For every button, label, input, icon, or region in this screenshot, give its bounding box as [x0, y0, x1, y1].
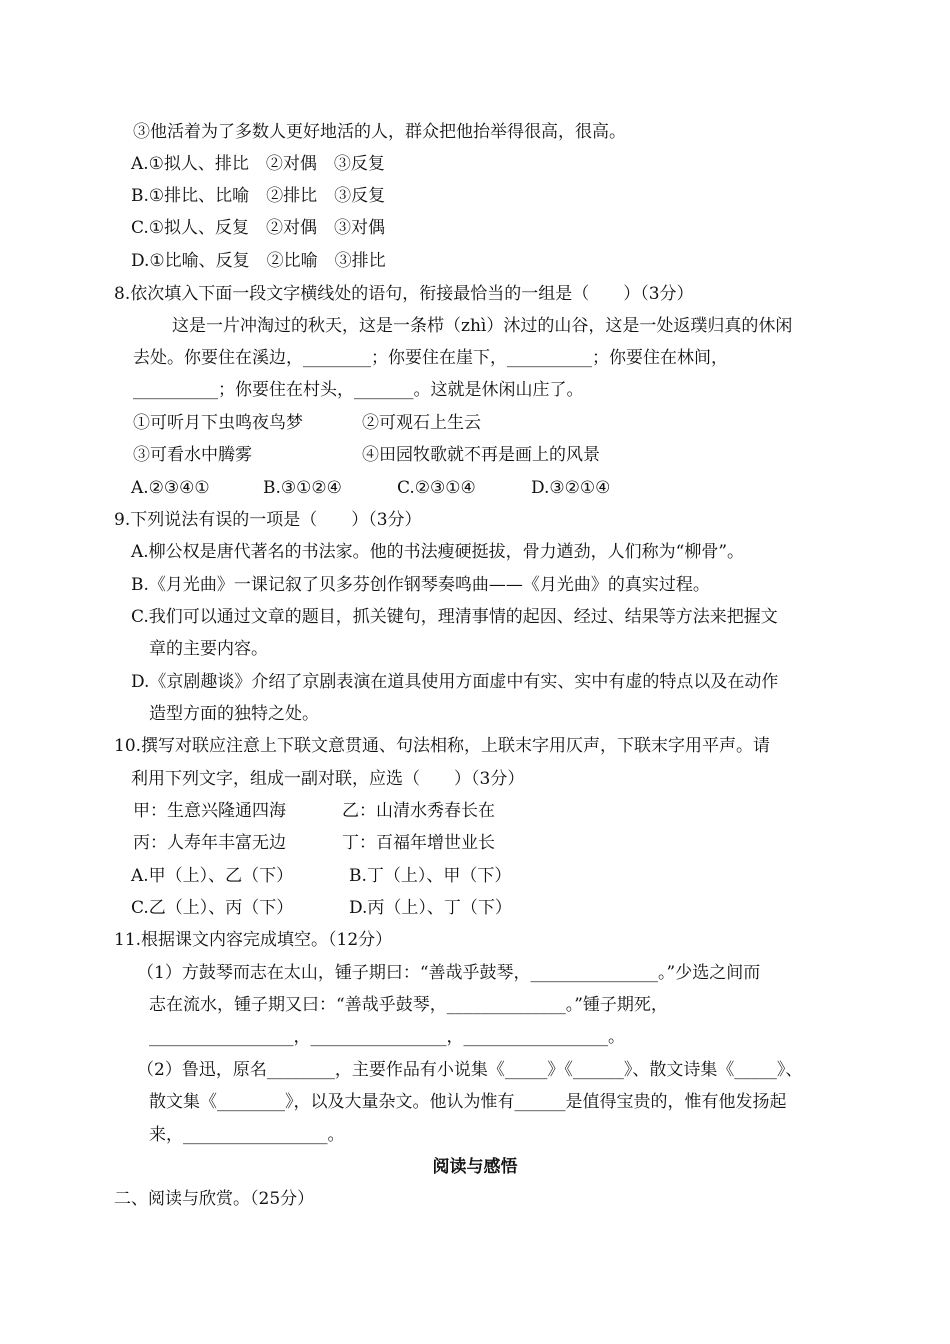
q9-option-b: B.《月光曲》一课记叙了贝多芬创作钢琴奏鸣曲——《月光曲》的真实过程。	[131, 575, 710, 595]
section-title: 阅读与感悟	[432, 1157, 518, 1177]
q10-stem-line-2: 利用下列文字，组成一副对联，应选（ ）（3分）	[131, 769, 525, 789]
q9-option-a: A.柳公权是唐代著名的书法家。他的书法瘦硬挺拔，骨力遒劲，人们称为“柳骨”。	[131, 542, 745, 562]
q9-option-c-line-1: C.我们可以通过文章的题目，抓关键句，理清事情的起因、经过、结果等方法来把握文	[131, 607, 778, 627]
q10-line-ding: 丁：百福年增世业长	[342, 833, 495, 853]
q8-choice-1: ①可听月下虫鸣夜鸟梦	[133, 413, 303, 433]
q10-line-jia: 甲：生意兴隆通四海	[133, 801, 286, 821]
q11-part-1-line-1: （1）方鼓琴而志在太山，锺子期曰：“善哉乎鼓琴，_______________。”少选之间而	[137, 963, 761, 983]
q8-stem: 8.依次填入下面一段文字横线处的语句，衔接最恰当的一组是（ ）（3分）	[114, 284, 694, 304]
q11-part-2-line-1: （2）鲁迅，原名________，主要作品有小说集《_____》《______》、散文诗集《_____》、	[137, 1060, 803, 1080]
q7-option-a: A.①拟人、排比 ②对偶 ③反复	[131, 154, 385, 174]
q11-part-1-line-3: _________________，________________，_________________。	[149, 1027, 625, 1047]
q8-option-b: B.③①②④	[263, 478, 342, 498]
q7-option-c: C.①拟人、反复 ②对偶 ③对偶	[131, 218, 386, 238]
q8-option-d: D.③②①④	[531, 478, 611, 498]
q8-passage-line-3: __________；你要住在村头，_______。这就是休闲山庄了。	[133, 380, 584, 400]
q8-choice-3: ③可看水中腾雾	[133, 445, 252, 465]
q9-option-c-line-2: 章的主要内容。	[149, 639, 268, 659]
q8-option-c: C.②③①④	[397, 478, 476, 498]
q8-option-a: A.②③④①	[131, 478, 210, 498]
q9-option-d-line-1: D.《京剧趣谈》介绍了京剧表演在道具使用方面虚中有实、实中有虚的特点以及在动作	[131, 672, 779, 692]
q11-stem: 11.根据课文内容完成填空。（12分）	[114, 930, 393, 950]
q7-option-b: B.①排比、比喻 ②排比 ③反复	[131, 186, 386, 206]
q10-line-bing: 丙：人寿年丰富无边	[133, 833, 286, 853]
q7-item-3: ③他活着为了多数人更好地活的人，群众把他抬举得很高，很高。	[133, 122, 626, 142]
q10-option-a: A.甲（上）、乙（下）	[131, 866, 294, 886]
q11-part-2-line-2: 散文集《________》，以及大量杂文。他认为惟有______是值得宝贵的，惟有他发扬起	[149, 1092, 787, 1112]
q11-part-2-line-3: 来，_________________。	[149, 1125, 345, 1145]
q7-option-d: D.①比喻、反复 ②比喻 ③排比	[131, 251, 386, 271]
q10-option-b: B.丁（上）、甲（下）	[349, 866, 512, 886]
q10-option-c: C.乙（上）、丙（下）	[131, 898, 294, 918]
q10-option-d: D.丙（上）、丁（下）	[349, 898, 512, 918]
q11-part-1-line-2: 志在流水，锺子期又曰：“善哉乎鼓琴，______________。”锺子期死，	[149, 995, 668, 1015]
section-part-2-heading: 二、阅读与欣赏。（25分）	[114, 1189, 315, 1209]
q8-choice-4: ④田园牧歌就不再是画上的风景	[362, 445, 600, 465]
q9-stem: 9.下列说法有误的一项是（ ）（3分）	[114, 510, 422, 530]
q9-option-d-line-2: 造型方面的独特之处。	[149, 704, 319, 724]
q8-passage-line-2: 去处。你要住在溪边，________；你要住在崖下，__________；你要住在林间，	[133, 348, 728, 368]
q10-line-yi: 乙：山清水秀春长在	[342, 801, 495, 821]
q10-stem-line-1: 10.撰写对联应注意上下联文意贯通、句法相称，上联末字用仄声，下联末字用平声。请	[114, 736, 771, 756]
q8-choice-2: ②可观石上生云	[362, 413, 481, 433]
q8-passage-line-1: 这是一片冲淘过的秋天，这是一条栉（zhì）沐过的山谷，这是一处返璞归真的休闲	[172, 316, 793, 336]
